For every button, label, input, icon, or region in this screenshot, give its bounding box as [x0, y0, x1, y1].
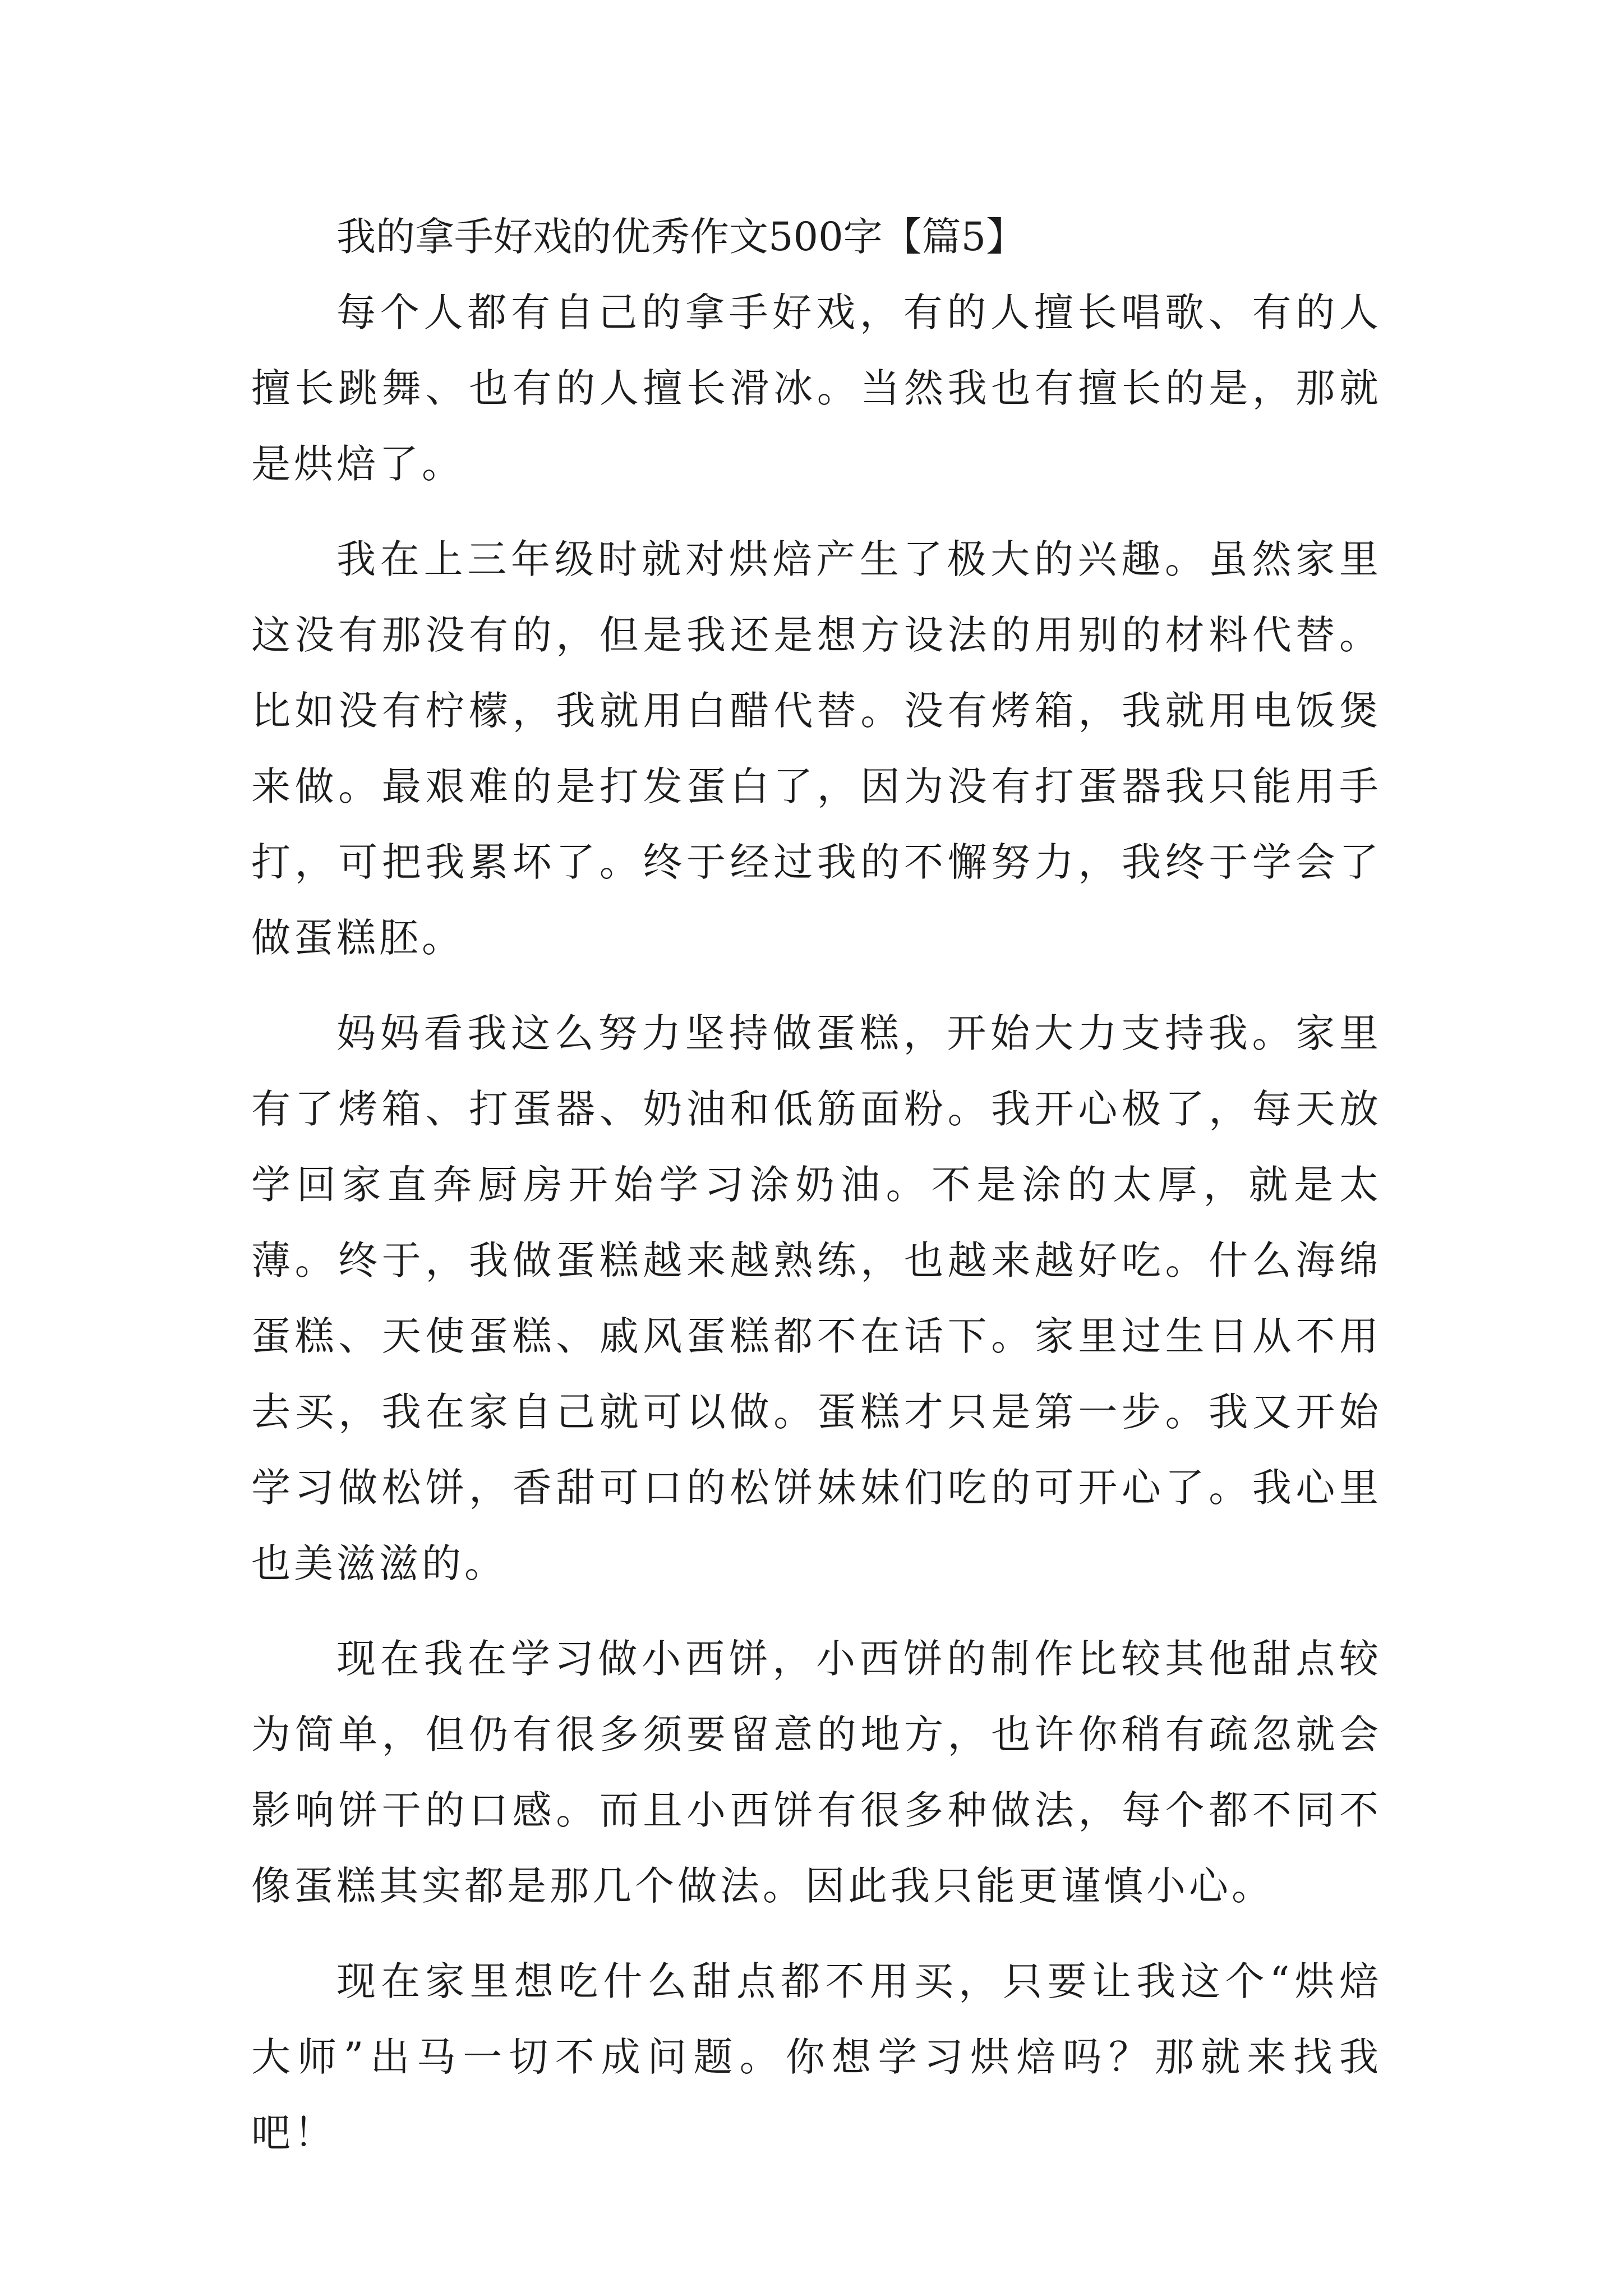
essay-title: 我的拿手好戏的优秀作文500字【篇5】: [336, 214, 1026, 260]
essay-paragraph-5: 现在家里想吃什么甜点都不用买，只要让我这个“烘焙大师”出马一切不成问题。你想学习烘焙吗？那就来找我吧！: [251, 1958, 1382, 2156]
essay-body: [251, 199, 1382, 2171]
essay-paragraph-1: 每个人都有自己的拿手好戏，有的人擅长唱歌、有的人擅长跳舞、也有的人擅长滑冰。当然我也有擅长的是，那就是烘焙了。: [251, 289, 1382, 487]
essay-paragraph-3: 妈妈看我这么努力坚持做蛋糕，开始大力支持我。家里有了烤箱、打蛋器、奶油和低筋面粉。我开心极了，每天放学回家直奔厨房开始学习涂奶油。不是涂的太厚，就是太薄。终于，我做蛋糕越来越熟练，也越来越好吃。什么海绵蛋糕、天使蛋糕、戚风蛋糕都不在话下。家里过生日从不用去买，我在家自己就可以做。蛋糕才只是第一步。我又开始学习做松饼，香甜可口的松饼妹妹们吃的可开心了。我心里也美滋滋的。: [251, 1010, 1382, 1586]
essay-paragraph-4: 现在我在学习做小西饼，小西饼的制作比较其他甜点较为简单，但仍有很多须要留意的地方，也许你稍有疏忽就会影响饼干的口感。而且小西饼有很多种做法，每个都不同不像蛋糕其实都是那几个做法。因此我只能更谨慎小心。: [251, 1636, 1382, 1909]
essay-paragraph-2: 我在上三年级时就对烘焙产生了极大的兴趣。虽然家里这没有那没有的，但是我还是想方设法的用别的材料代替。比如没有柠檬，我就用白醋代替。没有烤箱，我就用电饭煲来做。最艰难的是打发蛋白了，因为没有打蛋器我只能用手打，可把我累坏了。终于经过我的不懈努力，我终于学会了做蛋糕胚。: [251, 536, 1382, 961]
